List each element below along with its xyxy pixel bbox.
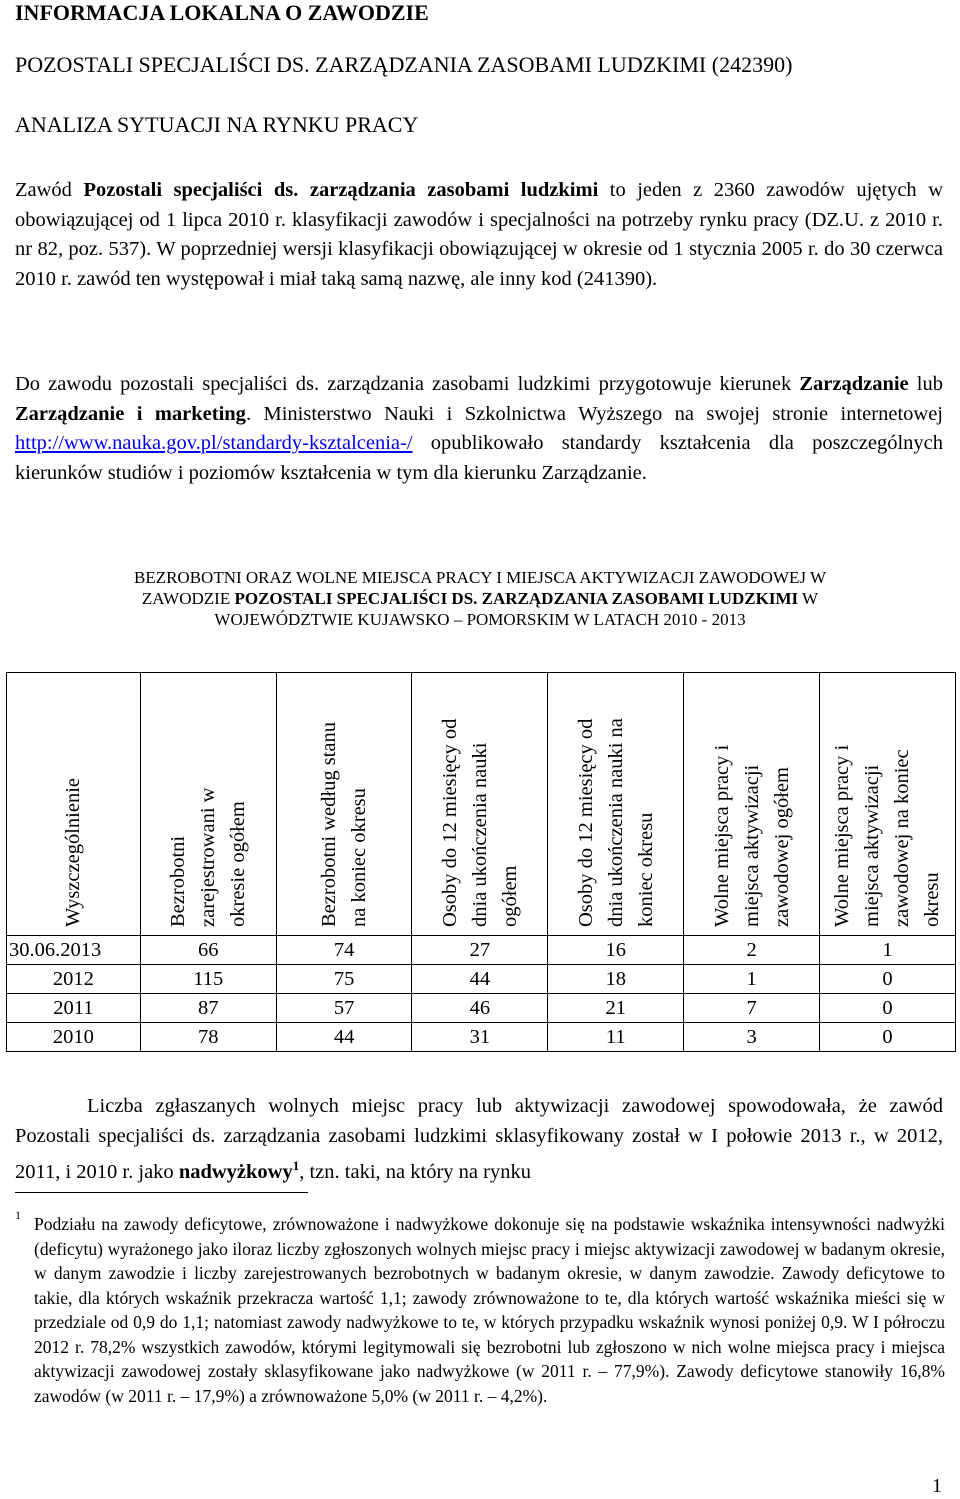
- table-cell: 1: [819, 936, 955, 965]
- table-cell-period: 2012: [7, 965, 141, 994]
- page-number: 1: [932, 1475, 942, 1497]
- table-title-text: W: [798, 589, 819, 608]
- table-row: [7, 936, 956, 965]
- header-cell: [140, 673, 276, 936]
- classification-paragraph: [15, 1092, 943, 1187]
- field-management: Zarządzanie: [799, 373, 909, 395]
- table-cell: 0: [819, 965, 955, 994]
- header-label: Osoby do 12 miesięcy od dnia ukończenia nauki na koniec okresu: [574, 718, 657, 927]
- table-cell: 2: [684, 936, 820, 965]
- table-cell: 66: [140, 936, 276, 965]
- table-cell: 115: [140, 965, 276, 994]
- header-cell: [684, 673, 820, 936]
- analysis-heading: ANALIZA SYTUACJI NA RYNKU PRACY: [15, 112, 419, 137]
- classification-text-2: , tzn. taki, na który na rynku: [299, 1160, 531, 1183]
- footnote-mark: 1: [15, 1208, 21, 1222]
- table-header-row: [7, 673, 956, 936]
- classification-text-1: Liczba zgłaszanych wolnych miejsc pracy lub aktywizacji zawodowej spowodowała, że zawód Pozostali specjaliści ds. zarządzania zasobami ludzkimi sklasyfikowany został w I połowie 2013 r., w 2012, 2011, i 2010 r. jako: [15, 1095, 943, 1183]
- table-cell: 11: [548, 1023, 684, 1052]
- header-cell: [819, 673, 955, 936]
- table-row: [7, 965, 956, 994]
- table-cell-period: 30.06.2013: [7, 936, 141, 965]
- footnote-text: Podziału na zawody deficytowe, zrównoważone i nadwyżkowe dokonuje się na podstawie wskaźnika intensywności nadwyżki (deficytu) wyrażonego jako iloraz liczby zgłoszonych wolnych miejsc pracy i miejsc aktywizacji zawodowej w badanym okresie, w danym zawodzie i liczby zarejestrowanych bezrobotnych w badanym okresie, w danym zawodzie. Zawody deficytowe to takie, dla których wskaźnik przekracza wartość 1,1; zawody zrównoważone to te, dla których wartość wskaźnika mieści się w przedziale od 0,9 do 1,1; natomiast zawody nadwyżkowe to te, w których przypadku wskaźnik wynosi poniżej 0,9. W I półroczu 2012 r. 78,2% wszystkich zawodów, którymi legitymowali się bezrobotni lub zgłoszono w nich wolne miejsca pracy i miejsca aktywizacji zawodowej zostały sklasyfikowane jako nadwyżkowe (w 2011 r. – 77,9%). Zawody deficytowe stanowiły 16,8% zawodów (w 2011 r. – 17,9%) a zrównoważone 5,0% (w 2011 r. – 4,2%).: [34, 1214, 945, 1406]
- header-label: Wolne miejsca pracy i miejsca aktywizacji zawodowej ogółem: [710, 744, 793, 927]
- table-cell: 18: [548, 965, 684, 994]
- table-title: [0, 567, 960, 630]
- table-cell-period: 2010: [7, 1023, 141, 1052]
- header-cell: [7, 673, 141, 936]
- table-row: [7, 1023, 956, 1052]
- table-cell: 46: [412, 994, 548, 1023]
- education-text-4: opublikowało standardy kształcenia dla poszczególnych kierunków studiów i poziomów kształcenia w tym dla kierunku Zarządzanie.: [15, 432, 943, 484]
- table-cell: 44: [412, 965, 548, 994]
- table-title-line-1: BEZROBOTNI ORAZ WOLNE MIEJSCA PRACY I MIEJSCA AKTYWIZACJI ZAWODOWEJ W: [133, 568, 826, 587]
- header-label: Bezrobotni według stanu na koniec okresu: [318, 722, 371, 927]
- occupation-heading: POZOSTALI SPECJALIŚCI DS. ZARZĄDZANIA ZASOBAMI LUDZKIMI (242390): [15, 52, 793, 77]
- table-title-line-2: [0, 588, 960, 609]
- document-title: INFORMACJA LOKALNA O ZAWODZIE: [15, 0, 429, 25]
- occupation-name: Pozostali specjaliści ds. zarządzania zasobami ludzkimi: [83, 179, 599, 201]
- footnote-reference[interactable]: 1: [292, 1158, 300, 1173]
- table-row: [7, 994, 956, 1023]
- surplus-label: nadwyżkowy: [178, 1160, 293, 1183]
- table-cell: 31: [412, 1023, 548, 1052]
- field-management-marketing: Zarządzanie i marketing: [15, 402, 246, 425]
- footnote: [15, 1208, 945, 1408]
- table-cell: 44: [276, 1023, 412, 1052]
- header-label: Wyszczególnienie: [62, 777, 85, 927]
- table-cell: 1: [684, 965, 820, 994]
- table-cell: 27: [412, 936, 548, 965]
- intro-text-1: Zawód: [15, 179, 84, 201]
- header-cell: [548, 673, 684, 936]
- table-title-text: ZAWODZIE: [141, 589, 235, 608]
- header-label: Bezrobotni zarejestrowani w okresie ogółem: [167, 787, 250, 927]
- table-cell: 75: [276, 965, 412, 994]
- table-cell: 16: [548, 936, 684, 965]
- footnote-separator: [15, 1192, 308, 1193]
- header-cell: [276, 673, 412, 936]
- intro-paragraph: [15, 176, 943, 294]
- table-cell: 57: [276, 994, 412, 1023]
- header-cell: [412, 673, 548, 936]
- table-title-occupation: POZOSTALI SPECJALIŚCI DS. ZARZĄDZANIA ZASOBAMI LUDZKIMI: [234, 589, 799, 608]
- table-cell: 87: [140, 994, 276, 1023]
- table-cell: 7: [684, 994, 820, 1023]
- education-text-3: . Ministerstwo Nauki i Szkolnictwa Wyższego na swojej stronie internetowej: [245, 402, 943, 425]
- education-text-2: lub: [908, 373, 943, 395]
- education-paragraph: [15, 370, 943, 488]
- header-label: Osoby do 12 miesięcy od dnia ukończenia nauki ogółem: [438, 718, 521, 927]
- table-cell: 74: [276, 936, 412, 965]
- ministry-link[interactable]: http://www.nauka.gov.pl/standardy-ksztalcenia-/: [15, 432, 413, 454]
- intro-text-2: to jeden z 2360 zawodów ujętych w obowiązującej od 1 lipca 2010 r. klasyfikacji zawodów i specjalności na potrzeby rynku pracy (DZ.U. z 2010 r. nr 82, poz. 537). W poprzedniej wersji klasyfikacji obowiązującej w okresie od 1 stycznia 2005 r. do 30 czerwca 2010 r. zawód ten występował i miał taką samą nazwę, ale inny kod (241390).: [15, 179, 943, 290]
- table-title-line-3: WOJEWÓDZTWIE KUJAWSKO – POMORSKIM W LATACH 2010 - 2013: [214, 610, 746, 629]
- table-cell: 3: [684, 1023, 820, 1052]
- education-text-1: Do zawodu pozostali specjaliści ds. zarządzania zasobami ludzkimi przygotowuje kierunek: [15, 373, 800, 395]
- table-cell: 21: [548, 994, 684, 1023]
- table-cell: 0: [819, 994, 955, 1023]
- table-cell: 0: [819, 1023, 955, 1052]
- table-cell-period: 2011: [7, 994, 141, 1023]
- table-cell: 78: [140, 1023, 276, 1052]
- unemployment-table: [6, 672, 956, 1052]
- header-label: Wolne miejsca pracy i miejsca aktywizacji zawodowej na koniec okresu: [831, 744, 944, 927]
